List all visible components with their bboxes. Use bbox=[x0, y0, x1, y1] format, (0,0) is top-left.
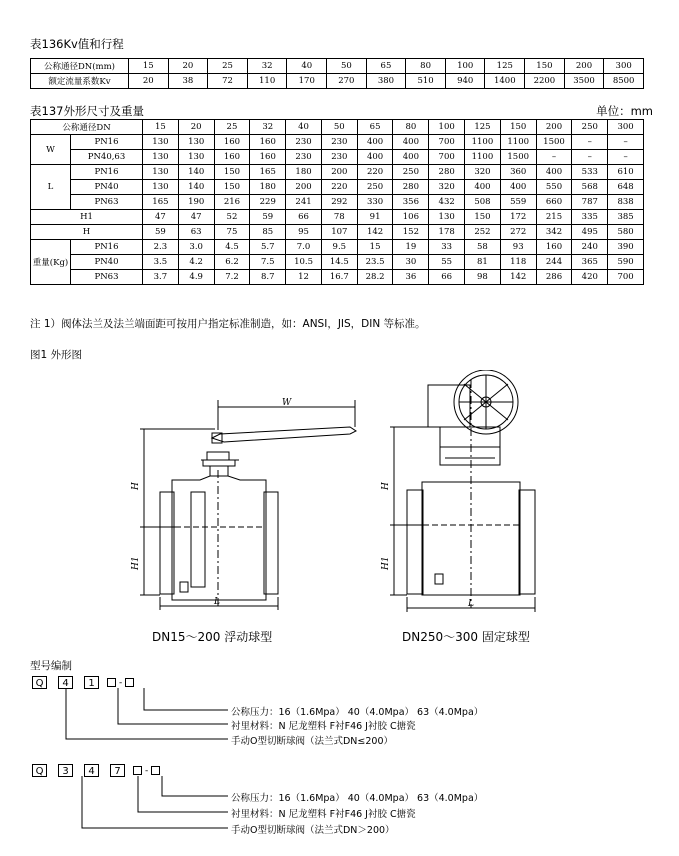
model-title: 型号编制 bbox=[30, 660, 72, 672]
table-cell: – bbox=[536, 150, 572, 165]
table-cell: 648 bbox=[608, 180, 644, 195]
table-cell: 280 bbox=[429, 165, 465, 180]
table-row bbox=[31, 165, 644, 180]
table-cell: 47 bbox=[143, 210, 179, 225]
sub-label: PN40,63 bbox=[71, 150, 143, 165]
table-cell: 91 bbox=[357, 210, 393, 225]
table-cell: 590 bbox=[608, 255, 644, 270]
table-cell: 510 bbox=[406, 74, 446, 89]
table-cell: 4.2 bbox=[178, 255, 214, 270]
table-cell: 172 bbox=[500, 210, 536, 225]
table-row bbox=[31, 74, 644, 89]
dim-h-label-right: H bbox=[381, 482, 391, 490]
group-label: W bbox=[31, 135, 71, 165]
code-separator: - bbox=[119, 677, 123, 688]
table-cell: 59 bbox=[143, 225, 179, 240]
figure-title: 图1 外形图 bbox=[30, 349, 83, 361]
table-cell: 787 bbox=[572, 195, 608, 210]
code-separator: - bbox=[145, 765, 149, 776]
table-cell: 7.5 bbox=[250, 255, 286, 270]
table-row bbox=[31, 150, 644, 165]
table-cell: 1100 bbox=[465, 135, 501, 150]
table-cell: 85 bbox=[250, 225, 286, 240]
dn-header-cell: 32 bbox=[250, 120, 286, 135]
table-cell: 15 bbox=[129, 59, 169, 74]
table-cell: 7.2 bbox=[214, 270, 250, 285]
dim-h1-label: H1 bbox=[131, 556, 141, 570]
table-cell: 52 bbox=[214, 210, 250, 225]
group-label: L bbox=[31, 165, 71, 210]
dim-h1-label-right: H1 bbox=[381, 556, 391, 570]
table-cell: 330 bbox=[357, 195, 393, 210]
table-cell: 356 bbox=[393, 195, 429, 210]
table-cell: 568 bbox=[572, 180, 608, 195]
table-cell: 25 bbox=[208, 59, 248, 74]
table-cell: 50 bbox=[327, 59, 367, 74]
table-cell: 216 bbox=[214, 195, 250, 210]
table-cell: 400 bbox=[393, 150, 429, 165]
table-row bbox=[31, 240, 644, 255]
table-cell: 160 bbox=[214, 135, 250, 150]
table-cell: 940 bbox=[445, 74, 485, 89]
table-cell: 1500 bbox=[536, 135, 572, 150]
table-cell: 250 bbox=[357, 180, 393, 195]
table-cell: 3.0 bbox=[178, 240, 214, 255]
table-cell: 110 bbox=[247, 74, 287, 89]
table-header-row bbox=[31, 120, 644, 135]
table-cell: 80 bbox=[406, 59, 446, 74]
table-cell: 152 bbox=[393, 225, 429, 240]
table-cell: 190 bbox=[178, 195, 214, 210]
table-cell: 32 bbox=[247, 59, 287, 74]
group-label: H1 bbox=[31, 210, 143, 225]
table-cell: 106 bbox=[393, 210, 429, 225]
fixed-ball-valve-drawing bbox=[390, 370, 535, 612]
table-cell: 14.5 bbox=[321, 255, 357, 270]
table137-title: 表137外形尺寸及重量 bbox=[30, 104, 144, 118]
table-cell: 160 bbox=[250, 135, 286, 150]
code-letter-box: 1 bbox=[84, 676, 99, 689]
table-row bbox=[31, 210, 644, 225]
group-label: H bbox=[31, 225, 143, 240]
table-cell: 200 bbox=[321, 165, 357, 180]
table-cell: 66 bbox=[429, 270, 465, 285]
table-cell: 160 bbox=[214, 150, 250, 165]
code-placeholder-box bbox=[107, 678, 116, 687]
sub-label: PN40 bbox=[71, 180, 143, 195]
kv-table bbox=[30, 58, 644, 89]
table-cell: 220 bbox=[357, 165, 393, 180]
code-letter-box: 3 bbox=[58, 764, 73, 777]
table136-title: 表136Kv值和行程 bbox=[30, 37, 124, 51]
dim-l-label-right: L bbox=[468, 599, 474, 609]
table-cell: 150 bbox=[465, 210, 501, 225]
table-cell: 220 bbox=[321, 180, 357, 195]
table-cell: 130 bbox=[143, 150, 179, 165]
table-cell: 93 bbox=[500, 240, 536, 255]
row-label: 额定流量系数Kv bbox=[31, 74, 129, 89]
code-letter-box: Q bbox=[32, 676, 47, 689]
dn-header-cell: 250 bbox=[572, 120, 608, 135]
table-cell: 9.5 bbox=[321, 240, 357, 255]
dn-header-cell: 80 bbox=[393, 120, 429, 135]
dn-header-cell: 125 bbox=[465, 120, 501, 135]
dn-header-cell: 150 bbox=[500, 120, 536, 135]
model-code-row-1 bbox=[32, 676, 134, 689]
table-cell: 229 bbox=[250, 195, 286, 210]
table-cell: 98 bbox=[465, 270, 501, 285]
table-cell: 140 bbox=[178, 180, 214, 195]
code-placeholder-box bbox=[125, 678, 134, 687]
sub-label: PN16 bbox=[71, 165, 143, 180]
table-cell: 130 bbox=[178, 150, 214, 165]
table-cell: 118 bbox=[500, 255, 536, 270]
table-cell: 23.5 bbox=[357, 255, 393, 270]
dn-header-cell: 65 bbox=[357, 120, 393, 135]
table-cell: 660 bbox=[536, 195, 572, 210]
table-cell: 150 bbox=[525, 59, 565, 74]
table-cell: 2.3 bbox=[143, 240, 179, 255]
left-figure-caption: DN15～200 浮动球型 bbox=[152, 630, 273, 644]
table-cell: 250 bbox=[393, 165, 429, 180]
dn-header-cell: 300 bbox=[608, 120, 644, 135]
table-cell: 400 bbox=[536, 165, 572, 180]
table-cell: 33 bbox=[429, 240, 465, 255]
dn-header-cell: 15 bbox=[143, 120, 179, 135]
table-cell: 8.7 bbox=[250, 270, 286, 285]
table-cell: 1100 bbox=[465, 150, 501, 165]
sub-label: PN63 bbox=[71, 195, 143, 210]
table-cell: 342 bbox=[536, 225, 572, 240]
model-code-row-2 bbox=[32, 764, 160, 777]
legend2-lining: 衬里材料：N 尼龙塑料 F衬F46 J衬胶 C搪瓷 bbox=[231, 809, 416, 820]
right-figure-caption: DN250～300 固定球型 bbox=[402, 630, 530, 644]
table-row bbox=[31, 270, 644, 285]
table-cell: 838 bbox=[608, 195, 644, 210]
table-cell: 200 bbox=[564, 59, 604, 74]
table-row bbox=[31, 255, 644, 270]
table-cell: 180 bbox=[250, 180, 286, 195]
table-cell: 5.7 bbox=[250, 240, 286, 255]
table-cell: 280 bbox=[393, 180, 429, 195]
code-letter-box: 4 bbox=[58, 676, 73, 689]
table-cell: 142 bbox=[500, 270, 536, 285]
table-cell: 432 bbox=[429, 195, 465, 210]
table-cell: – bbox=[572, 150, 608, 165]
table-cell: 320 bbox=[465, 165, 501, 180]
dn-header-cell: 50 bbox=[321, 120, 357, 135]
table-row bbox=[31, 135, 644, 150]
table-cell: 16.7 bbox=[321, 270, 357, 285]
table-cell: 1500 bbox=[500, 150, 536, 165]
table-cell: 72 bbox=[208, 74, 248, 89]
table-cell: 47 bbox=[178, 210, 214, 225]
table-cell: 390 bbox=[608, 240, 644, 255]
table-cell: 107 bbox=[321, 225, 357, 240]
table-cell: 170 bbox=[287, 74, 327, 89]
table-cell: 1400 bbox=[485, 74, 525, 89]
legend1-type: 手动O型切断球阀（法兰式DN≤200） bbox=[231, 736, 393, 747]
table-row bbox=[31, 180, 644, 195]
table-row bbox=[31, 225, 644, 240]
table-cell: 533 bbox=[572, 165, 608, 180]
table-cell: 230 bbox=[321, 150, 357, 165]
table-cell: 270 bbox=[327, 74, 367, 89]
table-cell: 3.5 bbox=[143, 255, 179, 270]
table-cell: 495 bbox=[572, 225, 608, 240]
table-cell: 550 bbox=[536, 180, 572, 195]
table-cell: 180 bbox=[286, 165, 322, 180]
table-cell: 292 bbox=[321, 195, 357, 210]
table-cell: 420 bbox=[572, 270, 608, 285]
table-cell: 63 bbox=[178, 225, 214, 240]
table-cell: 95 bbox=[286, 225, 322, 240]
table-cell: 3.7 bbox=[143, 270, 179, 285]
table-row bbox=[31, 195, 644, 210]
valve-outline-drawing bbox=[0, 370, 679, 620]
table-cell: – bbox=[608, 135, 644, 150]
dn-header-cell: 25 bbox=[214, 120, 250, 135]
table-cell: 55 bbox=[429, 255, 465, 270]
table-cell: 12 bbox=[286, 270, 322, 285]
table-cell: 150 bbox=[214, 180, 250, 195]
table-cell: 78 bbox=[321, 210, 357, 225]
table-cell: 3500 bbox=[564, 74, 604, 89]
table-cell: 400 bbox=[393, 135, 429, 150]
table-cell: 200 bbox=[286, 180, 322, 195]
table-cell: 252 bbox=[465, 225, 501, 240]
legend2-pressure: 公称压力：16（1.6Mpa） 40（4.0Mpa） 63（4.0Mpa） bbox=[231, 793, 484, 804]
table-cell: – bbox=[608, 150, 644, 165]
dim-h-label: H bbox=[131, 482, 141, 490]
sub-label: PN63 bbox=[71, 270, 143, 285]
sub-label: PN40 bbox=[71, 255, 143, 270]
table-cell: 320 bbox=[429, 180, 465, 195]
table-cell: 400 bbox=[357, 150, 393, 165]
table-cell: 400 bbox=[465, 180, 501, 195]
table-cell: 700 bbox=[608, 270, 644, 285]
table-cell: 1100 bbox=[500, 135, 536, 150]
legend2-type: 手动O型切断球阀（法兰式DN＞200） bbox=[231, 825, 395, 836]
table-cell: 30 bbox=[393, 255, 429, 270]
code-placeholder-box bbox=[133, 766, 142, 775]
table-cell: 6.2 bbox=[214, 255, 250, 270]
standards-note: 注 1）阀体法兰及法兰端面距可按用户指定标准制造，如：ANSI，JIS，DIN 等标准。 bbox=[30, 318, 426, 330]
table-cell: 230 bbox=[321, 135, 357, 150]
table-cell: 66 bbox=[286, 210, 322, 225]
unit-label: 单位：mm bbox=[596, 104, 653, 118]
table-cell: 160 bbox=[536, 240, 572, 255]
sub-label: PN16 bbox=[71, 240, 143, 255]
table-cell: 244 bbox=[536, 255, 572, 270]
table-cell: 400 bbox=[500, 180, 536, 195]
table-cell: 400 bbox=[357, 135, 393, 150]
table-cell: 178 bbox=[429, 225, 465, 240]
table-cell: 360 bbox=[500, 165, 536, 180]
table-cell: 8500 bbox=[604, 74, 644, 89]
table-cell: 7.0 bbox=[286, 240, 322, 255]
code-letter-box: 4 bbox=[84, 764, 99, 777]
table-cell: 230 bbox=[286, 135, 322, 150]
table-cell: 130 bbox=[143, 165, 179, 180]
table-cell: 59 bbox=[250, 210, 286, 225]
table-cell: 19 bbox=[393, 240, 429, 255]
table-cell: 10.5 bbox=[286, 255, 322, 270]
table-cell: 65 bbox=[366, 59, 406, 74]
legend1-lining: 衬里材料：N 尼龙塑料 F衬F46 J衬胶 C搪瓷 bbox=[231, 721, 416, 732]
table-cell: 700 bbox=[429, 135, 465, 150]
table-cell: 130 bbox=[143, 180, 179, 195]
table-cell: 150 bbox=[214, 165, 250, 180]
table-cell: 286 bbox=[536, 270, 572, 285]
table-cell: 580 bbox=[608, 225, 644, 240]
dim-l-label: L bbox=[214, 597, 220, 607]
table-cell: 100 bbox=[445, 59, 485, 74]
table-cell: 130 bbox=[143, 135, 179, 150]
table-cell: 125 bbox=[485, 59, 525, 74]
code-letter-box: 7 bbox=[110, 764, 125, 777]
table-cell: 272 bbox=[500, 225, 536, 240]
table-cell: 140 bbox=[178, 165, 214, 180]
table-cell: 20 bbox=[168, 59, 208, 74]
table-cell: 385 bbox=[608, 210, 644, 225]
code-letter-box: Q bbox=[32, 764, 47, 777]
code-placeholder-box bbox=[151, 766, 160, 775]
table-cell: 559 bbox=[500, 195, 536, 210]
table-row bbox=[31, 59, 644, 74]
table-cell: 508 bbox=[465, 195, 501, 210]
table-cell: 75 bbox=[214, 225, 250, 240]
table-cell: 15 bbox=[357, 240, 393, 255]
table-cell: 58 bbox=[465, 240, 501, 255]
table-cell: 130 bbox=[178, 135, 214, 150]
table-cell: 40 bbox=[287, 59, 327, 74]
table-cell: 2200 bbox=[525, 74, 565, 89]
table-cell: 230 bbox=[286, 150, 322, 165]
row-label: 公称通径DN(mm) bbox=[31, 59, 129, 74]
floating-ball-valve-drawing bbox=[140, 400, 356, 610]
table-cell: 4.5 bbox=[214, 240, 250, 255]
dn-header-cell: 40 bbox=[286, 120, 322, 135]
table-cell: 38 bbox=[168, 74, 208, 89]
table-cell: 365 bbox=[572, 255, 608, 270]
sub-label: PN16 bbox=[71, 135, 143, 150]
dn-header-cell: 100 bbox=[429, 120, 465, 135]
group-label: 重量(Kg) bbox=[31, 240, 71, 285]
table-cell: 165 bbox=[250, 165, 286, 180]
table-cell: 4.9 bbox=[178, 270, 214, 285]
table-cell: 36 bbox=[393, 270, 429, 285]
table-cell: 610 bbox=[608, 165, 644, 180]
dim-w-label: W bbox=[282, 398, 292, 408]
table-cell: 20 bbox=[129, 74, 169, 89]
dn-header-cell: 200 bbox=[536, 120, 572, 135]
table-cell: 160 bbox=[250, 150, 286, 165]
table-cell: – bbox=[572, 135, 608, 150]
table-cell: 81 bbox=[465, 255, 501, 270]
table-cell: 335 bbox=[572, 210, 608, 225]
table-cell: 700 bbox=[429, 150, 465, 165]
table-cell: 240 bbox=[572, 240, 608, 255]
table-cell: 300 bbox=[604, 59, 644, 74]
legend1-pressure: 公称压力：16（1.6Mpa） 40（4.0Mpa） 63（4.0Mpa） bbox=[231, 707, 484, 718]
dn-header-cell: 20 bbox=[178, 120, 214, 135]
table-cell: 130 bbox=[429, 210, 465, 225]
table-cell: 241 bbox=[286, 195, 322, 210]
table-cell: 165 bbox=[143, 195, 179, 210]
dimension-table bbox=[30, 119, 644, 285]
table-cell: 28.2 bbox=[357, 270, 393, 285]
dn-header-label: 公称通径DN bbox=[31, 120, 143, 135]
table-cell: 380 bbox=[366, 74, 406, 89]
table-cell: 142 bbox=[357, 225, 393, 240]
table-cell: 215 bbox=[536, 210, 572, 225]
